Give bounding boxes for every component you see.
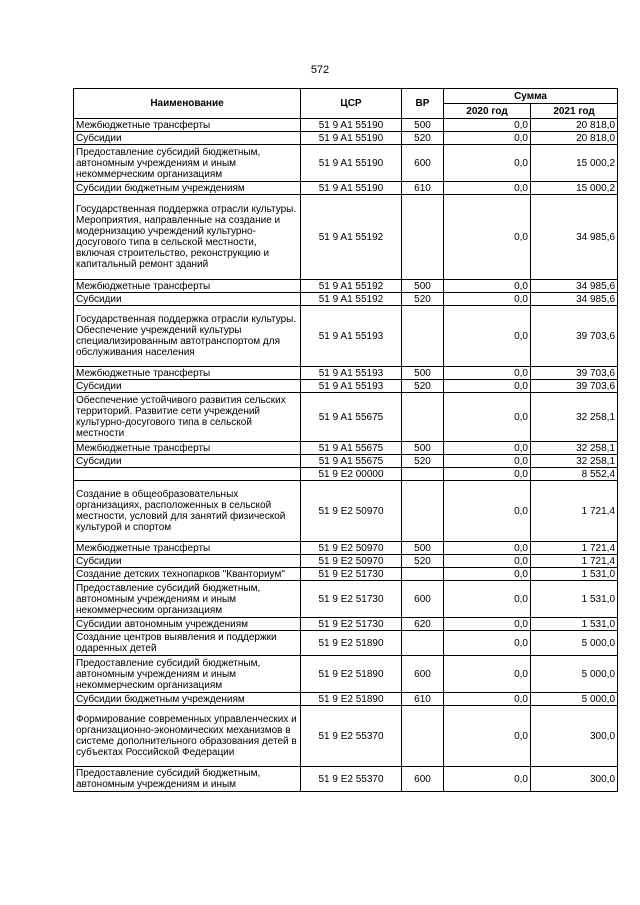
cell-amount-2021: 5 000,0 — [531, 631, 618, 656]
cell-csr: 51 9 A1 55190 — [301, 132, 402, 145]
cell-amount-2020: 0,0 — [444, 656, 531, 693]
cell-name: Государственная поддержка отрасли культуры. Мероприятия, направленные на создание и модернизацию учреждений культурно-досугового типа в сельской местности, включая строительство, реконструкцию и капитальный ремонт зданий — [74, 195, 301, 280]
cell-amount-2021: 32 258,1 — [531, 455, 618, 468]
cell-vr: 610 — [402, 182, 444, 195]
cell-amount-2020: 0,0 — [444, 393, 531, 442]
cell-amount-2020: 0,0 — [444, 182, 531, 195]
cell-amount-2021: 15 000,2 — [531, 182, 618, 195]
table-row — [74, 468, 618, 481]
cell-amount-2021: 20 818,0 — [531, 132, 618, 145]
cell-amount-2021: 5 000,0 — [531, 693, 618, 706]
cell-csr: 51 9 A1 55190 — [301, 145, 402, 182]
cell-name — [74, 468, 301, 481]
cell-amount-2021: 300,0 — [531, 767, 618, 792]
cell-vr: 500 — [402, 367, 444, 380]
header-year-2020: 2020 год — [444, 104, 531, 119]
cell-name: Субсидии бюджетным учреждениям — [74, 693, 301, 706]
cell-vr: 500 — [402, 280, 444, 293]
table-row — [74, 693, 618, 706]
table-row — [74, 706, 618, 767]
cell-name: Предоставление субсидий бюджетным, автономным учреждениям и иным — [74, 767, 301, 792]
cell-amount-2021: 39 703,6 — [531, 380, 618, 393]
table-row — [74, 581, 618, 618]
table-header — [74, 89, 618, 119]
table-row — [74, 631, 618, 656]
cell-csr: 51 9 E2 50970 — [301, 555, 402, 568]
cell-vr: 520 — [402, 455, 444, 468]
cell-name: Субсидии бюджетным учреждениям — [74, 182, 301, 195]
table-row — [74, 568, 618, 581]
table-row — [74, 280, 618, 293]
header-vr: ВР — [402, 89, 444, 119]
cell-name: Межбюджетные трансферты — [74, 367, 301, 380]
cell-name: Создание в общеобразовательных организациях, расположенных в сельской местности, условий для занятий физической культурой и спортом — [74, 481, 301, 542]
cell-amount-2021: 8 552,4 — [531, 468, 618, 481]
cell-vr — [402, 468, 444, 481]
page-number: 572 — [310, 64, 330, 76]
table-row — [74, 132, 618, 145]
cell-name: Субсидии автономным учреждениям — [74, 618, 301, 631]
cell-vr — [402, 568, 444, 581]
cell-csr: 51 9 E2 51890 — [301, 631, 402, 656]
cell-csr: 51 9 A1 55192 — [301, 195, 402, 280]
header-sum: Сумма — [444, 89, 618, 104]
cell-amount-2020: 0,0 — [444, 693, 531, 706]
cell-vr: 500 — [402, 442, 444, 455]
cell-vr: 500 — [402, 119, 444, 132]
cell-amount-2020: 0,0 — [444, 455, 531, 468]
cell-name: Субсидии — [74, 132, 301, 145]
table-row — [74, 380, 618, 393]
cell-vr — [402, 481, 444, 542]
cell-csr: 51 9 A1 55193 — [301, 380, 402, 393]
cell-vr: 500 — [402, 542, 444, 555]
cell-name: Обеспечение устойчивого развития сельских территорий. Развитие сети учреждений культурно-досугового типа в сельской местности — [74, 393, 301, 442]
table-row — [74, 119, 618, 132]
cell-amount-2020: 0,0 — [444, 568, 531, 581]
cell-vr: 600 — [402, 145, 444, 182]
table-row — [74, 542, 618, 555]
cell-amount-2021: 1 721,4 — [531, 555, 618, 568]
cell-amount-2020: 0,0 — [444, 306, 531, 367]
table-row — [74, 442, 618, 455]
cell-amount-2020: 0,0 — [444, 618, 531, 631]
table-row — [74, 367, 618, 380]
cell-name: Предоставление субсидий бюджетным, автономным учреждениям и иным некоммерческим организациям — [74, 656, 301, 693]
cell-csr: 51 9 E2 51730 — [301, 568, 402, 581]
table-row — [74, 481, 618, 542]
header-year-2021: 2021 год — [531, 104, 618, 119]
cell-amount-2020: 0,0 — [444, 542, 531, 555]
table-row — [74, 306, 618, 367]
cell-vr: 620 — [402, 618, 444, 631]
cell-name: Субсидии — [74, 555, 301, 568]
cell-csr: 51 9 E2 50970 — [301, 481, 402, 542]
cell-amount-2020: 0,0 — [444, 442, 531, 455]
budget-table — [73, 88, 618, 792]
cell-csr: 51 9 E2 55370 — [301, 767, 402, 792]
cell-name: Субсидии — [74, 455, 301, 468]
cell-csr: 51 9 E2 00000 — [301, 468, 402, 481]
cell-amount-2021: 1 531,0 — [531, 618, 618, 631]
table-row — [74, 767, 618, 792]
cell-name: Предоставление субсидий бюджетным, автономным учреждениям и иным некоммерческим организациям — [74, 581, 301, 618]
cell-amount-2020: 0,0 — [444, 555, 531, 568]
cell-amount-2020: 0,0 — [444, 119, 531, 132]
cell-vr — [402, 195, 444, 280]
cell-csr: 51 9 E2 55370 — [301, 706, 402, 767]
cell-name: Межбюджетные трансферты — [74, 119, 301, 132]
cell-amount-2021: 1 531,0 — [531, 581, 618, 618]
cell-amount-2021: 32 258,1 — [531, 393, 618, 442]
cell-amount-2020: 0,0 — [444, 367, 531, 380]
cell-name: Межбюджетные трансферты — [74, 280, 301, 293]
cell-amount-2021: 1 531,0 — [531, 568, 618, 581]
cell-name: Предоставление субсидий бюджетным, автономным учреждениям и иным некоммерческим организациям — [74, 145, 301, 182]
cell-name: Субсидии — [74, 380, 301, 393]
cell-amount-2021: 300,0 — [531, 706, 618, 767]
header-name: Наименование — [74, 89, 301, 119]
cell-amount-2020: 0,0 — [444, 195, 531, 280]
cell-amount-2021: 39 703,6 — [531, 306, 618, 367]
cell-vr — [402, 393, 444, 442]
cell-amount-2020: 0,0 — [444, 631, 531, 656]
cell-amount-2021: 1 721,4 — [531, 481, 618, 542]
cell-amount-2020: 0,0 — [444, 706, 531, 767]
cell-csr: 51 9 E2 51890 — [301, 693, 402, 706]
table-row — [74, 656, 618, 693]
cell-csr: 51 9 A1 55190 — [301, 182, 402, 195]
cell-csr: 51 9 A1 55192 — [301, 293, 402, 306]
cell-amount-2021: 15 000,2 — [531, 145, 618, 182]
cell-amount-2020: 0,0 — [444, 132, 531, 145]
cell-name: Формирование современных управленческих и организационно-экономических механизмов в системе дополнительного образования детей в субъектах Российской Федерации — [74, 706, 301, 767]
cell-amount-2021: 34 985,6 — [531, 195, 618, 280]
cell-amount-2021: 32 258,1 — [531, 442, 618, 455]
header-csr: ЦСР — [301, 89, 402, 119]
cell-amount-2020: 0,0 — [444, 280, 531, 293]
cell-csr: 51 9 A1 55192 — [301, 280, 402, 293]
cell-vr: 520 — [402, 555, 444, 568]
cell-amount-2021: 20 818,0 — [531, 119, 618, 132]
cell-csr: 51 9 A1 55675 — [301, 393, 402, 442]
cell-csr: 51 9 E2 51730 — [301, 581, 402, 618]
table-row — [74, 293, 618, 306]
cell-amount-2021: 39 703,6 — [531, 367, 618, 380]
cell-vr: 520 — [402, 132, 444, 145]
cell-csr: 51 9 A1 55193 — [301, 367, 402, 380]
table-row — [74, 618, 618, 631]
cell-amount-2020: 0,0 — [444, 767, 531, 792]
cell-amount-2020: 0,0 — [444, 581, 531, 618]
table-row — [74, 455, 618, 468]
cell-csr: 51 9 E2 51890 — [301, 656, 402, 693]
cell-name: Создание детских технопарков "Кванториум" — [74, 568, 301, 581]
cell-amount-2020: 0,0 — [444, 145, 531, 182]
cell-vr — [402, 631, 444, 656]
cell-vr: 600 — [402, 581, 444, 618]
cell-vr — [402, 706, 444, 767]
cell-csr: 51 9 E2 50970 — [301, 542, 402, 555]
cell-vr: 520 — [402, 380, 444, 393]
table-row — [74, 393, 618, 442]
cell-vr — [402, 306, 444, 367]
cell-csr: 51 9 A1 55675 — [301, 455, 402, 468]
cell-amount-2020: 0,0 — [444, 293, 531, 306]
cell-csr: 51 9 A1 55675 — [301, 442, 402, 455]
cell-name: Межбюджетные трансферты — [74, 442, 301, 455]
cell-csr: 51 9 E2 51730 — [301, 618, 402, 631]
cell-csr: 51 9 A1 55190 — [301, 119, 402, 132]
cell-name: Межбюджетные трансферты — [74, 542, 301, 555]
table-body — [74, 119, 618, 792]
cell-csr: 51 9 A1 55193 — [301, 306, 402, 367]
cell-name: Создание центров выявления и поддержки одаренных детей — [74, 631, 301, 656]
table-row — [74, 555, 618, 568]
cell-amount-2021: 34 985,6 — [531, 280, 618, 293]
table-row — [74, 182, 618, 195]
cell-vr: 610 — [402, 693, 444, 706]
table-row — [74, 145, 618, 182]
cell-vr: 600 — [402, 767, 444, 792]
table-row — [74, 195, 618, 280]
cell-amount-2020: 0,0 — [444, 468, 531, 481]
cell-name: Субсидии — [74, 293, 301, 306]
cell-amount-2020: 0,0 — [444, 481, 531, 542]
cell-amount-2021: 1 721,4 — [531, 542, 618, 555]
cell-amount-2021: 34 985,6 — [531, 293, 618, 306]
cell-name: Государственная поддержка отрасли культуры. Обеспечение учреждений культуры специализированным автотранспортом для обслуживания населения — [74, 306, 301, 367]
cell-amount-2020: 0,0 — [444, 380, 531, 393]
cell-vr: 600 — [402, 656, 444, 693]
cell-amount-2021: 5 000,0 — [531, 656, 618, 693]
cell-vr: 520 — [402, 293, 444, 306]
